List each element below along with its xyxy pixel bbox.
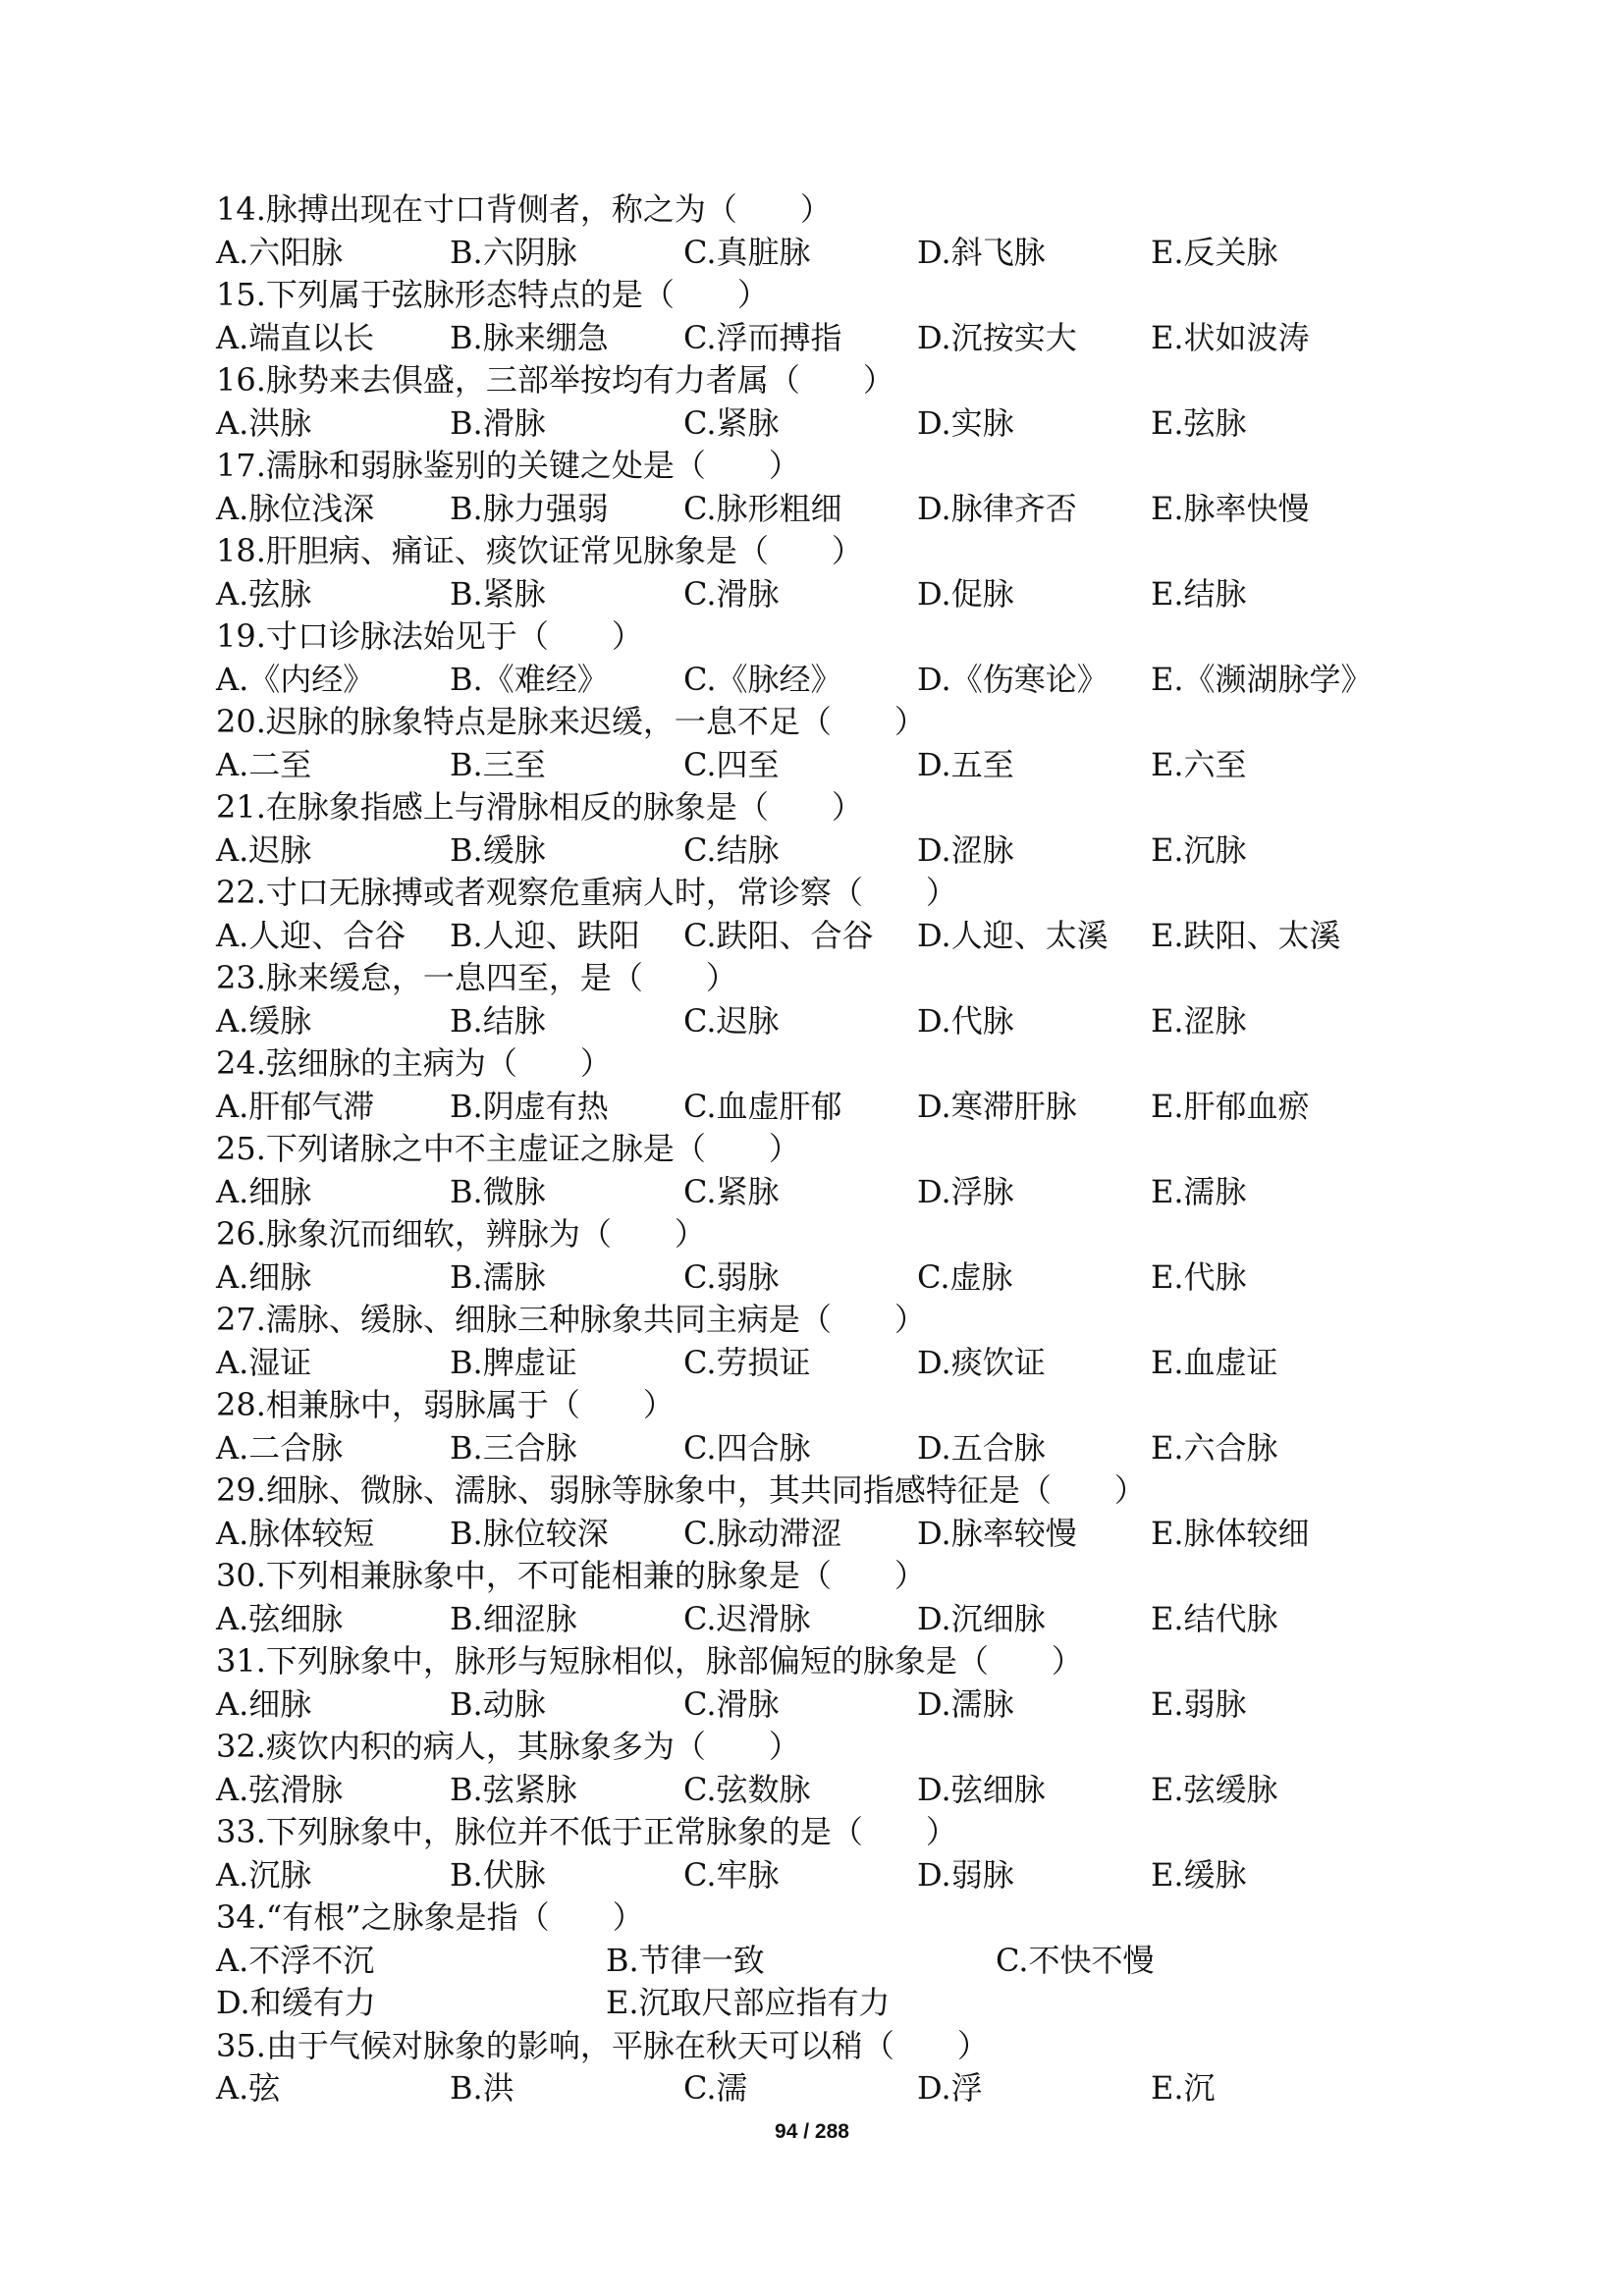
option-row	[216, 488, 1434, 531]
answer-option: C.四至	[683, 745, 780, 783]
question-stem: 23.脉来缓怠，一息四至，是（ ）	[216, 959, 737, 996]
answer-option: E.脉率快慢	[1151, 489, 1310, 527]
question-item	[216, 1042, 1434, 1128]
answer-option: D.和缓有力	[216, 1984, 376, 2021]
answer-option: D.痰饮证	[917, 1343, 1046, 1381]
answer-option: E.肝郁血瘀	[1151, 1087, 1310, 1125]
question-stem: 28.相兼脉中，弱脉属于（ ）	[216, 1386, 675, 1423]
answer-option: C.迟滑脉	[683, 1599, 811, 1637]
option-row	[216, 1769, 1434, 1812]
answer-option: A.端直以长	[216, 318, 375, 356]
answer-option: D.人迎、太溪	[917, 916, 1109, 954]
answer-option: A.二合脉	[216, 1428, 344, 1467]
answer-option: D.实脉	[917, 403, 1014, 442]
answer-option: A.湿证	[216, 1343, 312, 1381]
answer-option: C.趺阳、合谷	[683, 916, 874, 954]
answer-option: E.弱脉	[1151, 1684, 1247, 1723]
option-row	[216, 659, 1434, 702]
answer-option: D.代脉	[917, 1001, 1014, 1040]
answer-option: D.五合脉	[917, 1428, 1046, 1467]
answer-option: D.浮	[917, 2069, 983, 2107]
answer-option: A.弦滑脉	[216, 1770, 344, 1808]
answer-option: B.动脉	[450, 1684, 546, 1723]
option-row	[216, 1086, 1434, 1129]
answer-option: C.濡	[683, 2069, 748, 2107]
answer-option: C.滑脉	[683, 574, 780, 613]
answer-option: B.脾虚证	[450, 1343, 577, 1381]
answer-option: C.脉形粗细	[683, 489, 842, 527]
question-item	[216, 786, 1434, 872]
question-item	[216, 445, 1434, 530]
answer-option: A.细脉	[216, 1684, 312, 1723]
question-item	[216, 1640, 1434, 1726]
question-item	[216, 1128, 1434, 1213]
option-row	[216, 232, 1434, 275]
question-item	[216, 1469, 1434, 1555]
answer-option: E.沉取尺部应指有力	[606, 1984, 891, 2021]
answer-option: B.阴虚有热	[450, 1087, 609, 1125]
answer-option: C.牢脉	[683, 1855, 780, 1894]
answer-option: B.弦紧脉	[450, 1770, 577, 1808]
option-row	[216, 1683, 1434, 1727]
question-stem: 30.下列相兼脉象中，不可能相兼的脉象是（ ）	[216, 1557, 926, 1594]
answer-option: B.脉来绷急	[450, 318, 609, 356]
question-stem: 21.在脉象指感上与滑脉相反的脉象是（ ）	[216, 788, 863, 826]
question-stem: 22.寸口无脉搏或者观察危重病人时，常诊察（ ）	[216, 874, 957, 911]
question-item	[216, 1726, 1434, 1811]
answer-option: A.《内经》	[216, 660, 375, 698]
answer-option: B.《难经》	[450, 660, 609, 698]
question-item	[216, 1555, 1434, 1640]
question-stem: 25.下列诸脉之中不主虚证之脉是（ ）	[216, 1130, 800, 1167]
answer-option: D.沉细脉	[917, 1599, 1046, 1637]
question-stem: 20.迟脉的脉象特点是脉来迟缓，一息不足（ ）	[216, 703, 926, 740]
question-stem: 29.细脉、微脉、濡脉、弱脉等脉象中，其共同指感特征是（ ）	[216, 1471, 1146, 1509]
option-row	[216, 829, 1434, 873]
option-row	[216, 1854, 1434, 1897]
answer-option: C.紧脉	[683, 1172, 780, 1210]
answer-option: C.迟脉	[683, 1001, 780, 1040]
answer-option: A.细脉	[216, 1172, 312, 1210]
answer-option: C.弱脉	[683, 1257, 780, 1296]
question-stem: 33.下列脉象中，脉位并不低于正常脉象的是（ ）	[216, 1813, 957, 1850]
answer-option: E.濡脉	[1151, 1172, 1247, 1210]
question-stem: 26.脉象沉而细软，辨脉为（ ）	[216, 1215, 706, 1253]
answer-option: D.斜飞脉	[917, 233, 1046, 271]
answer-option: A.二至	[216, 745, 312, 783]
answer-option: B.节律一致	[606, 1941, 765, 1979]
answer-option: B.结脉	[450, 1001, 546, 1040]
question-item	[216, 188, 1434, 274]
answer-option: A.弦脉	[216, 574, 312, 613]
question-stem: 16.脉势来去俱盛，三部举按均有力者属（ ）	[216, 361, 894, 399]
answer-option: B.紧脉	[450, 574, 546, 613]
answer-option: B.六阴脉	[450, 233, 577, 271]
option-row	[216, 1171, 1434, 1214]
answer-option: C.《脉经》	[683, 660, 842, 698]
answer-option: D.浮脉	[917, 1172, 1014, 1210]
answer-option: D.沉按实大	[917, 318, 1077, 356]
answer-option: A.缓脉	[216, 1001, 312, 1040]
answer-option: E.六至	[1151, 745, 1247, 783]
answer-option: A.脉位浅深	[216, 489, 375, 527]
answer-option: C.浮而搏指	[683, 318, 842, 356]
answer-option: E.弦缓脉	[1151, 1770, 1278, 1808]
answer-option: C.脉动滞涩	[683, 1514, 842, 1552]
answer-option: A.人迎、合谷	[216, 916, 406, 954]
answer-option: B.微脉	[450, 1172, 546, 1210]
option-row	[216, 1256, 1434, 1300]
question-item	[216, 615, 1434, 701]
answer-option: D.《伤寒论》	[917, 660, 1109, 698]
option-row	[216, 1427, 1434, 1470]
option-row	[216, 915, 1434, 958]
answer-option: A.弦细脉	[216, 1599, 344, 1637]
answer-option: D.涩脉	[917, 830, 1014, 869]
question-stem: 34.“有根”之脉象是指（ ）	[216, 1898, 644, 1936]
option-row	[216, 2067, 1434, 2110]
answer-option: D.濡脉	[917, 1684, 1014, 1723]
question-stem: 15.下列属于弦脉形态特点的是（ ）	[216, 276, 769, 313]
question-item	[216, 957, 1434, 1042]
answer-option: E.沉	[1151, 2069, 1216, 2107]
question-stem: 24.弦细脉的主病为（ ）	[216, 1044, 612, 1082]
question-item	[216, 1299, 1434, 1384]
answer-option: C.真脏脉	[683, 233, 811, 271]
answer-option: E.代脉	[1151, 1257, 1247, 1296]
answer-option: E.血虚证	[1151, 1343, 1278, 1381]
answer-option: B.脉力强弱	[450, 489, 609, 527]
question-stem: 17.濡脉和弱脉鉴别的关键之处是（ ）	[216, 447, 800, 484]
option-row	[216, 317, 1434, 360]
answer-option: B.人迎、趺阳	[450, 916, 640, 954]
answer-option: D.脉率较慢	[917, 1514, 1077, 1552]
answer-option: A.迟脉	[216, 830, 312, 869]
answer-option: E.趺阳、太溪	[1151, 916, 1341, 954]
answer-option: B.洪	[450, 2069, 514, 2107]
answer-option: A.六阳脉	[216, 233, 344, 271]
answer-option: B.三至	[450, 745, 546, 783]
answer-option: E.结代脉	[1151, 1599, 1278, 1637]
option-row	[216, 402, 1434, 446]
question-item	[216, 359, 1434, 445]
answer-option: A.不浮不沉	[216, 1941, 375, 1979]
option-row	[216, 1513, 1434, 1556]
page-number: 94 / 288	[775, 2120, 849, 2143]
question-list	[216, 188, 1434, 2110]
answer-option: E.缓脉	[1151, 1855, 1247, 1894]
option-row	[216, 1982, 1434, 2025]
question-item	[216, 530, 1434, 615]
question-item	[216, 1213, 1434, 1299]
answer-option: C.滑脉	[683, 1684, 780, 1723]
question-item	[216, 274, 1434, 359]
option-row	[216, 1940, 1434, 1983]
answer-option: C.结脉	[683, 830, 780, 869]
answer-option: C.紧脉	[683, 403, 780, 442]
question-stem: 31.下列脉象中，脉形与短脉相似，脉部偏短的脉象是（ ）	[216, 1642, 1083, 1680]
answer-option: A.沉脉	[216, 1855, 312, 1894]
option-row	[216, 573, 1434, 616]
answer-option: D.脉律齐否	[917, 489, 1077, 527]
answer-option: D.五至	[917, 745, 1014, 783]
answer-option: E.六合脉	[1151, 1428, 1278, 1467]
question-item	[216, 1384, 1434, 1469]
answer-option: B.滑脉	[450, 403, 546, 442]
answer-option: B.脉位较深	[450, 1514, 609, 1552]
option-row	[216, 1598, 1434, 1641]
answer-option: B.濡脉	[450, 1257, 546, 1296]
answer-option: E.《濒湖脉学》	[1151, 660, 1373, 698]
answer-option: A.肝郁气滞	[216, 1087, 375, 1125]
question-stem: 19.寸口诊脉法始见于（ ）	[216, 617, 643, 655]
answer-option: E.结脉	[1151, 574, 1247, 613]
answer-option: E.沉脉	[1151, 830, 1247, 869]
question-item	[216, 1896, 1434, 2025]
answer-option: E.弦脉	[1151, 403, 1247, 442]
answer-option: C.虚脉	[917, 1257, 1013, 1296]
answer-option: D.弦细脉	[917, 1770, 1046, 1808]
question-stem: 18.肝胆病、痛证、痰饮证常见脉象是（ ）	[216, 532, 863, 569]
answer-option: A.脉体较短	[216, 1514, 375, 1552]
answer-option: A.洪脉	[216, 403, 312, 442]
answer-option: C.劳损证	[683, 1343, 811, 1381]
question-stem: 35.由于气候对脉象的影响，平脉在秋天可以稍（ ）	[216, 2026, 989, 2064]
question-stem: 32.痰饮内积的病人，其脉象多为（ ）	[216, 1728, 800, 1765]
answer-option: C.不快不慢	[996, 1941, 1155, 1979]
option-row	[216, 744, 1434, 787]
answer-option: C.弦数脉	[683, 1770, 811, 1808]
answer-option: E.反关脉	[1151, 233, 1278, 271]
answer-option: D.促脉	[917, 574, 1014, 613]
question-item	[216, 1811, 1434, 1896]
answer-option: E.状如波涛	[1151, 318, 1310, 356]
question-item	[216, 872, 1434, 957]
answer-option: C.四合脉	[683, 1428, 811, 1467]
option-row	[216, 1000, 1434, 1043]
answer-option: B.缓脉	[450, 830, 546, 869]
answer-option: B.三合脉	[450, 1428, 577, 1467]
answer-option: A.弦	[216, 2069, 281, 2107]
answer-option: E.脉体较细	[1151, 1514, 1310, 1552]
answer-option: D.寒滞肝脉	[917, 1087, 1077, 1125]
question-item	[216, 701, 1434, 786]
answer-option: B.伏脉	[450, 1855, 546, 1894]
question-item	[216, 2025, 1434, 2110]
answer-option: D.弱脉	[917, 1855, 1014, 1894]
answer-option: C.血虚肝郁	[683, 1087, 842, 1125]
answer-option: B.细涩脉	[450, 1599, 577, 1637]
question-stem: 27.濡脉、缓脉、细脉三种脉象共同主病是（ ）	[216, 1301, 926, 1338]
option-row	[216, 1342, 1434, 1385]
answer-option: E.涩脉	[1151, 1001, 1247, 1040]
answer-option: A.细脉	[216, 1257, 312, 1296]
question-stem: 14.脉搏出现在寸口背侧者，称之为（ ）	[216, 190, 832, 228]
